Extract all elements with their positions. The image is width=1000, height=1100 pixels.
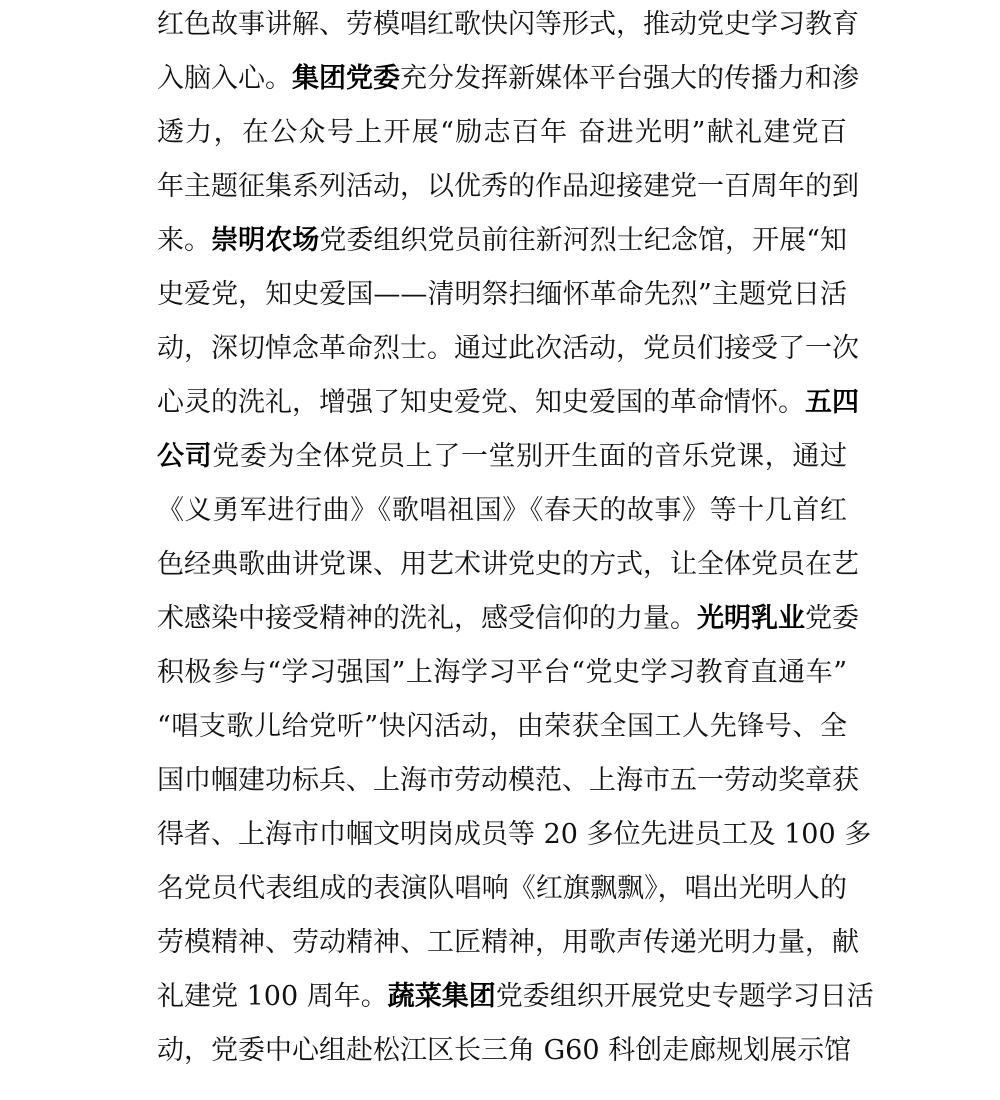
text-segment: 积极参与“学习强国”上海学习平台“党史学习教育直通车” — [157, 657, 847, 688]
text-segment: 动，党委中心组赴松江区长三角 G60 科创走廊规划展示馆 — [157, 1035, 852, 1066]
body-text-line — [157, 970, 874, 1024]
body-text-line — [157, 322, 859, 376]
text-segment: 国巾帼建功标兵、上海市劳动模范、上海市五一劳动奖章获 — [157, 765, 859, 796]
body-text-line — [157, 700, 847, 754]
bold-org-name: 蔬菜集团 — [387, 981, 496, 1012]
body-text-line — [157, 160, 859, 214]
text-segment: 得者、上海市巾帼文明岗成员等 20 多位先进员工及 100 多 — [157, 819, 872, 850]
body-text-line — [157, 430, 847, 484]
body-text-line — [157, 214, 847, 268]
text-segment: 党委为全体党员上了一堂别开生面的音乐党课，通过 — [212, 441, 847, 472]
text-segment: “唱支歌儿给党听”快闪活动，由荣获全国工人先锋号、全 — [157, 711, 847, 742]
text-segment: 党委组织党员前往新河烈士纪念馆，开展“知 — [319, 225, 848, 256]
body-text-line — [157, 862, 847, 916]
body-text-line — [157, 484, 847, 538]
bold-org-name: 公司 — [157, 441, 213, 472]
bold-org-name: 五四 — [805, 387, 859, 418]
body-text-line — [157, 0, 859, 52]
body-text-line — [157, 268, 847, 322]
body-text-line — [157, 376, 859, 430]
text-segment: 年主题征集系列活动，以优秀的作品迎接建党一百周年的到 — [157, 171, 859, 202]
text-segment: 党委 — [805, 603, 859, 634]
text-segment: 透力，在公众号上开展“励志百年 奋进光明”献礼建党百 — [157, 117, 847, 148]
text-segment: 入脑入心。 — [157, 63, 292, 94]
text-segment: 术感染中接受精神的洗礼，感受信仰的力量。 — [157, 603, 697, 634]
body-text-line — [157, 106, 847, 160]
body-text-line — [157, 916, 859, 970]
text-segment: 红色故事讲解、劳模唱红歌快闪等形式，推动党史学习教育 — [157, 9, 859, 40]
text-segment: 劳模精神、劳动精神、工匠精神，用歌声传递光明力量，献 — [157, 927, 859, 958]
text-segment: 色经典歌曲讲党课、用艺术讲党史的方式，让全体党员在艺 — [157, 549, 859, 580]
body-text-line — [157, 52, 859, 106]
text-segment: 《义勇军进行曲》《歌唱祖国》《春天的故事》等十几首红 — [157, 495, 847, 526]
body-text-line — [157, 592, 859, 646]
body-text-line — [157, 646, 847, 700]
bold-org-name: 崇明农场 — [211, 225, 320, 256]
body-text-line — [157, 1024, 852, 1078]
text-segment: 心灵的洗礼，增强了知史爱党、知史爱国的革命情怀。 — [157, 387, 805, 418]
document-page — [157, 0, 874, 1100]
text-segment: 名党员代表组成的表演队唱响《红旗飘飘》，唱出光明人的 — [157, 873, 847, 904]
text-segment: 动，深切悼念革命烈士。通过此次活动，党员们接受了一次 — [157, 333, 859, 364]
body-text-line — [157, 538, 859, 592]
body-text-line — [157, 754, 859, 808]
text-segment: 充分发挥新媒体平台强大的传播力和渗 — [400, 63, 859, 94]
bold-org-name: 集团党委 — [292, 63, 400, 94]
text-segment: 来。 — [157, 225, 212, 256]
bold-org-name: 光明乳业 — [697, 603, 805, 634]
body-text-line — [157, 808, 872, 862]
text-segment: 党委组织开展党史专题学习日活 — [495, 981, 874, 1012]
text-segment: 礼建党 100 周年。 — [157, 981, 388, 1012]
text-segment: 史爱党，知史爱国——清明祭扫缅怀革命先烈”主题党日活 — [157, 279, 847, 310]
